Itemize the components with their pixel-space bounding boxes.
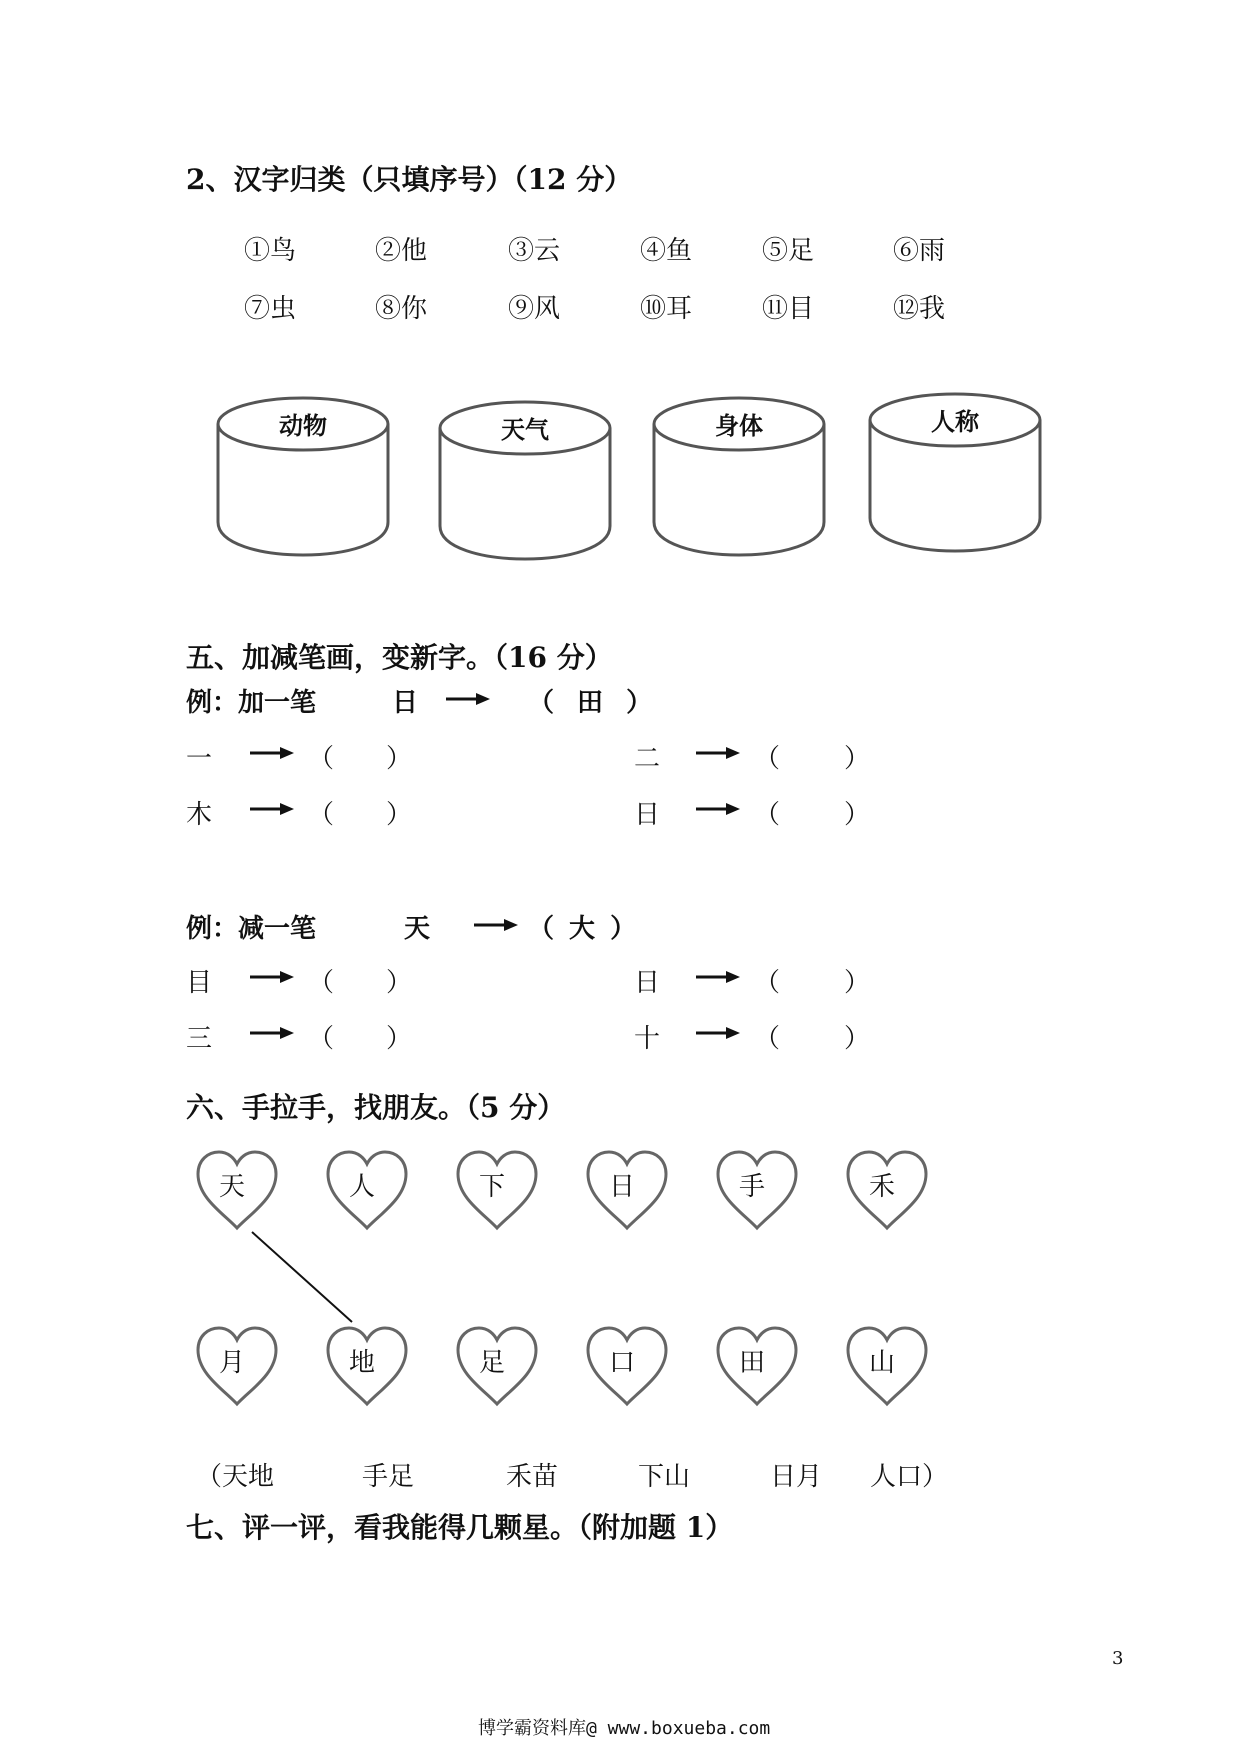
bucket-weather-label: 天气 [501,415,549,444]
heart-bottom-4[interactable] [584,1324,670,1408]
item-3: ③云 [508,236,561,266]
section-5-title: 五、加减笔画，变新字。（16 分） [186,641,613,674]
item-8: ⑧你 [375,294,428,324]
sub-row2-left-close: ） [386,1024,413,1054]
heart-top-6-label: 禾 [868,1172,895,1202]
heart-bottom-3[interactable] [454,1324,540,1408]
section-7-title: 七、评一评，看我能得几颗星。（附加题 1） [186,1511,734,1544]
heart-top-1-label: 天 [218,1172,245,1202]
answer-word-5: 日月 [770,1462,823,1492]
add-row2-right-close: ） [844,800,871,830]
section-6-title: 六、手拉手，找朋友。（5 分） [186,1091,566,1124]
add-row2-left-close: ） [386,800,413,830]
add-row1-left-open: （ [308,744,335,774]
heart-top-2-label: 人 [348,1172,375,1202]
section-2-title: 2、汉字归类（只填序号）（12 分） [186,163,633,196]
heart-top-3[interactable] [454,1148,540,1232]
example-add-answer: （ 田 ） [528,688,653,718]
add-row1-left-close: ） [386,744,413,774]
heart-bottom-5-label: 田 [738,1348,765,1378]
answer-word-1: （天地 [196,1462,275,1492]
item-1: ①鸟 [244,236,297,266]
bucket-pronouns-label: 人称 [931,407,979,436]
item-9: ⑨风 [508,294,561,324]
bucket-animals-label: 动物 [279,411,327,440]
add-row2-right: 日 [634,800,661,830]
add-row1-right-close: ） [844,744,871,774]
sub-row2-right-open: （ [754,1024,781,1054]
add-row1-left: 一 [186,744,213,774]
sub-row1-left-close: ） [386,968,413,998]
answer-word-4: 下山 [638,1462,691,1492]
example-sub-char: 天 [404,914,431,944]
sub-row1-left: 目 [186,968,213,998]
answer-word-3: 禾苗 [506,1462,559,1492]
item-12: ⑫我 [893,294,946,324]
sub-row1-left-open: （ [308,968,335,998]
sub-row1-right-close: ） [844,968,871,998]
heart-top-5-label: 手 [738,1172,765,1202]
item-7: ⑦虫 [244,294,297,324]
sub-row2-left: 三 [186,1024,213,1054]
example-sub-answer: （ 大 ） [528,914,637,944]
add-row2-left: 木 [186,800,213,830]
heart-bottom-1-label: 月 [218,1348,245,1378]
add-row2-left-open: （ [308,800,335,830]
example-sub-prefix: 例：减一笔 [186,914,317,944]
example-add-prefix: 例：加一笔 [186,688,317,718]
heart-bottom-4-label: 口 [608,1348,635,1378]
heart-bottom-6[interactable] [844,1324,930,1408]
heart-bottom-3-label: 足 [478,1348,505,1378]
heart-top-2[interactable] [324,1148,410,1232]
sub-row1-right-open: （ [754,968,781,998]
bucket-body-label: 身体 [715,411,763,440]
item-11: ⑪目 [762,294,815,324]
item-6: ⑥雨 [893,236,946,266]
page-number: 3 [1112,1648,1124,1669]
add-row1-right: 二 [634,744,661,774]
sub-row1-right: 日 [634,968,661,998]
sub-row2-left-open: （ [308,1024,335,1054]
sub-row2-right-close: ） [844,1024,871,1054]
heart-bottom-1[interactable] [194,1324,280,1408]
heart-top-5[interactable] [714,1148,800,1232]
heart-top-6[interactable] [844,1148,930,1232]
add-row2-right-open: （ [754,800,781,830]
answer-word-2: 手足 [362,1462,415,1492]
heart-top-1[interactable] [194,1148,280,1232]
heart-bottom-2[interactable] [324,1324,410,1408]
heart-bottom-5[interactable] [714,1324,800,1408]
heart-top-4[interactable] [584,1148,670,1232]
heart-top-4-label: 日 [608,1172,635,1202]
heart-bottom-6-label: 山 [868,1348,895,1378]
sub-row2-right: 十 [634,1024,661,1054]
item-4: ④鱼 [640,236,693,266]
answer-word-6: 人口） [870,1462,949,1492]
footer-watermark: 博学霸资料库@ www.boxueba.com [478,1718,771,1739]
item-2: ②他 [375,236,428,266]
add-row1-right-open: （ [754,744,781,774]
item-5: ⑤足 [762,236,815,266]
example-add-char: 日 [392,688,419,718]
heart-bottom-2-label: 地 [348,1348,375,1378]
heart-top-3-label: 下 [478,1172,505,1202]
item-10: ⑩耳 [640,294,693,324]
